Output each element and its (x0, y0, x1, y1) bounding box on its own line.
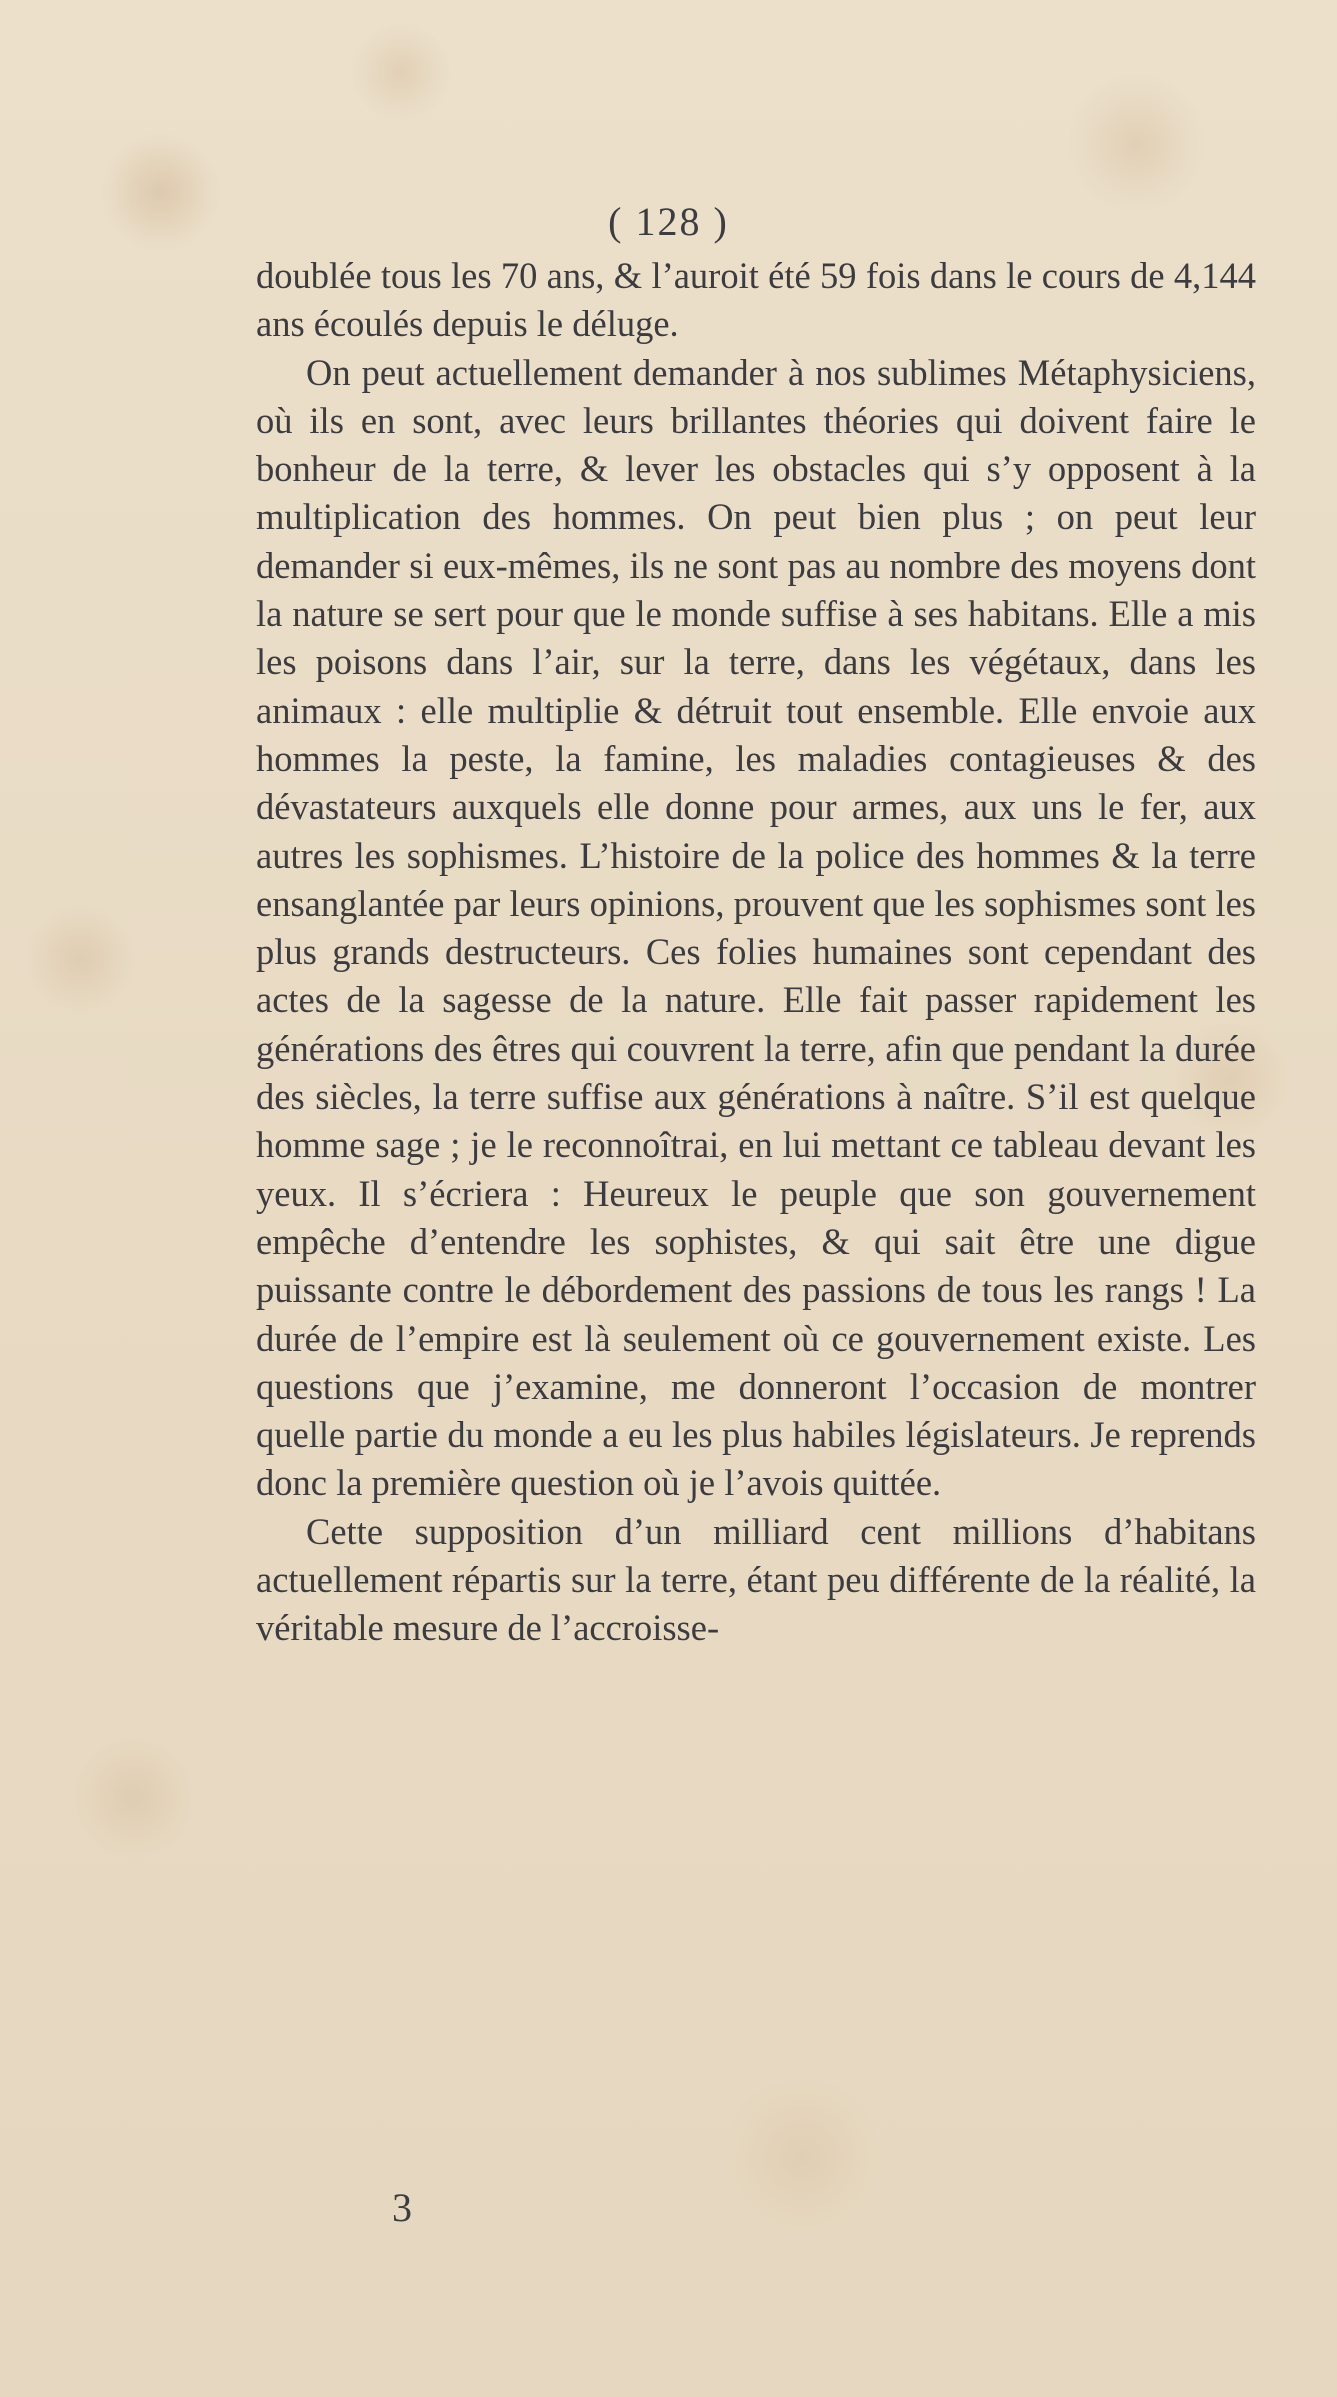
paragraph-2: On peut actuellement demander à nos sublimes Métaphysiciens, où ils en sont, avec leurs brillantes théories qui doivent faire le bonheur de la terre, & lever les obstacles qui s’y opposent à la multiplication des hommes. On peut bien plus ; on peut leur demander si eux-mêmes, ils ne sont pas au nombre des moyens dont la nature se sert pour que le monde suffise à ses habitans. Elle a mis les poisons dans l’air, sur la terre, dans les végétaux, dans les animaux : elle multiplie & détruit tout ensemble. Elle envoie aux hommes la peste, la famine, les maladies contagieuses & des dévastateurs auxquels elle donne pour armes, aux uns le fer, aux autres les sophismes. L’histoire de la police des hommes & la terre ensanglantée par leurs opinions, prouvent que les sophismes sont les plus grands destructeurs. Ces folies humaines sont cependant des actes de la sagesse de la nature. Elle fait passer rapidement les générations des êtres qui couvrent la terre, afin que pendant la durée des siècles, la terre suffise aux générations à naître. S’il est quelque homme sage ; je le reconnoîtrai, en lui mettant ce tableau devant les yeux. Il s’écriera : Heureux le peuple que son gouvernement empêche d’entendre les sophistes, & qui sait être une digue puissante contre le débordement des passions de tous les rangs ! La durée de l’empire est là seulement où ce gouvernement existe. Les questions que j’examine, me donneront l’occasion de montrer quelle partie du monde a eu les plus habiles législateurs. Je reprends donc la première question où je l’avois quittée. (256, 351, 1256, 1504)
signature-mark: 3 (392, 2185, 412, 2230)
paragraph-3: Cette supposition d’un milliard cent millions d’habitans actuellement répartis sur la terre, étant peu différente de la réalité, la véritable mesure de l’accroisse- (256, 1510, 1256, 1649)
page-number: ( 128 ) (608, 199, 729, 244)
body-text (256, 252, 1256, 1653)
paragraph-1: doublée tous les 70 ans, & l’auroit été 59 fois dans le cours de 4,144 ans écoulés depuis le déluge. (256, 255, 1256, 345)
